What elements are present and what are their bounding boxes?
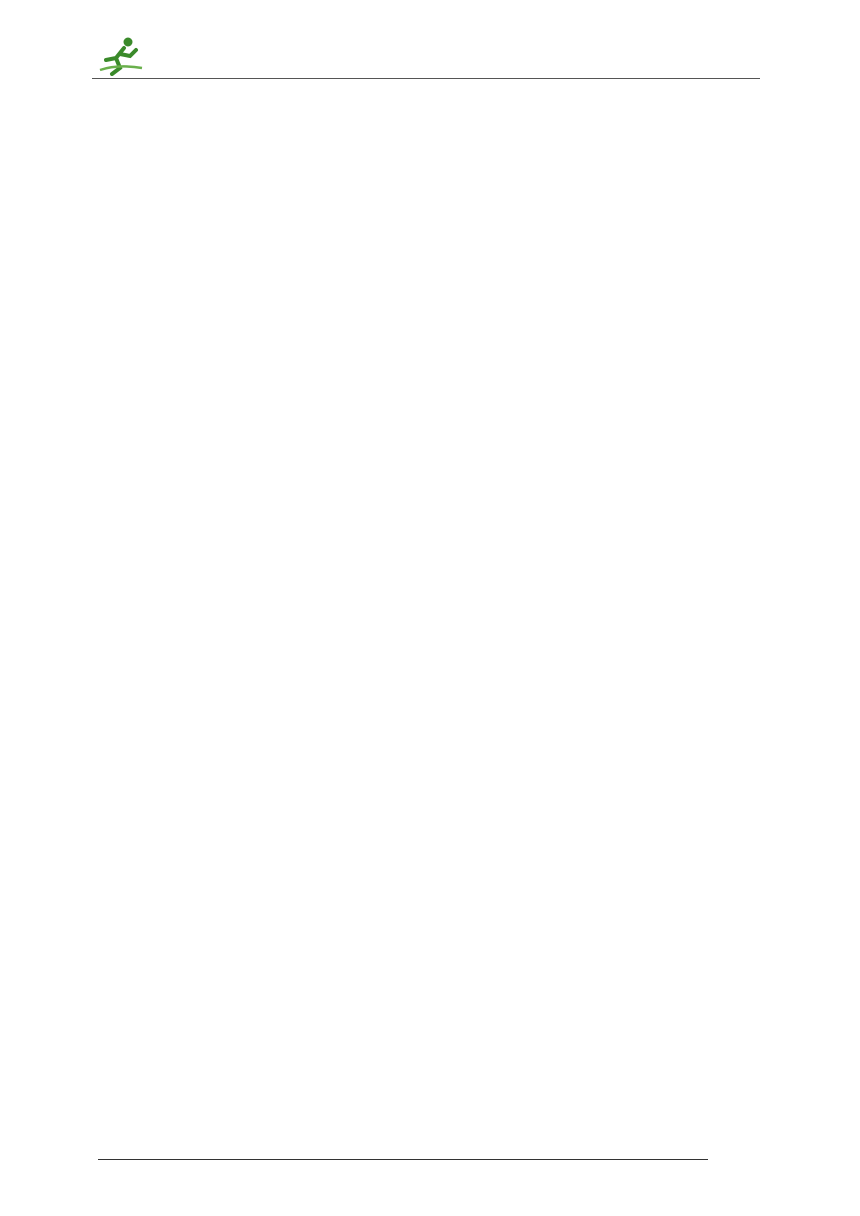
header-divider bbox=[92, 78, 760, 79]
runner-logo-icon bbox=[98, 36, 144, 76]
footer-divider bbox=[98, 1159, 708, 1160]
page-header bbox=[92, 30, 760, 78]
